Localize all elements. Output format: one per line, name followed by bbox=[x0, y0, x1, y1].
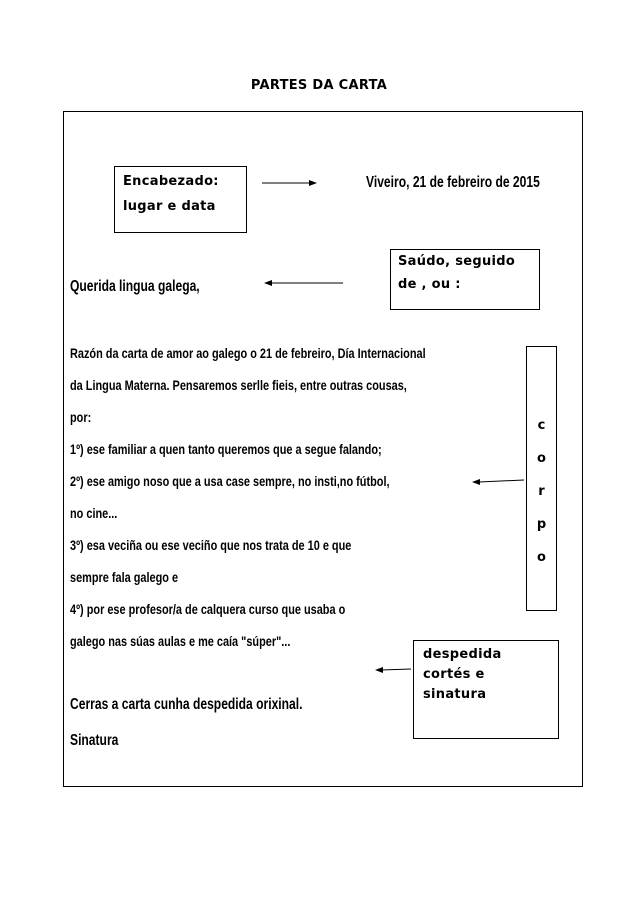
body-line: por: bbox=[70, 409, 92, 425]
body-line: da Lingua Materna. Pensaremos serlle fieis, entre outras cousas, bbox=[70, 377, 407, 393]
corpo-letter: c bbox=[537, 418, 546, 433]
despedida-label-2: cortés e bbox=[423, 667, 485, 682]
body-line: Razón da carta de amor ao galego o 21 de febreiro, Día Internacional bbox=[70, 345, 426, 361]
despedida-label-1: despedida bbox=[423, 647, 502, 662]
saudo-label-2: de , ou : bbox=[398, 277, 461, 292]
corpo-letter: o bbox=[537, 550, 546, 565]
corpo-letter: r bbox=[538, 484, 545, 499]
body-line: 3º) esa veciña ou ese veciño que nos trata de 10 e que bbox=[70, 537, 352, 553]
corpo-letter: o bbox=[537, 451, 546, 466]
body-line: 4º) por ese profesor/a de calquera curso que usaba o bbox=[70, 601, 346, 617]
corpo-letter: p bbox=[536, 517, 547, 532]
closing: Cerras a carta cunha despedida orixinal. bbox=[70, 696, 303, 713]
page-title: PARTES DA CARTA bbox=[250, 78, 388, 93]
greeting: Querida lingua galega, bbox=[70, 278, 200, 295]
arrow-left-icon bbox=[264, 280, 343, 286]
arrow-right-icon bbox=[262, 180, 317, 186]
encabezado-label-1: Encabezado: bbox=[123, 174, 219, 189]
body-line: galego nas súas aulas e me caía "súper"... bbox=[70, 633, 291, 649]
place-date: Viveiro, 21 de febreiro de 2015 bbox=[366, 174, 540, 191]
despedida-label-3: sinatura bbox=[423, 687, 487, 702]
body-line: no cine... bbox=[70, 505, 118, 521]
body-line: 1º) ese familiar a quen tanto queremos que a segue falando; bbox=[70, 441, 382, 457]
signature: Sinatura bbox=[70, 732, 119, 749]
arrow-left-icon bbox=[375, 667, 411, 673]
body-line: sempre fala galego e bbox=[70, 569, 179, 585]
body-line: 2º) ese amigo noso que a usa case sempre, no insti,no fútbol, bbox=[70, 473, 390, 489]
encabezado-label-2: lugar e data bbox=[123, 199, 216, 214]
saudo-label-1: Saúdo, seguido bbox=[398, 254, 516, 269]
arrow-left-icon bbox=[472, 479, 524, 485]
